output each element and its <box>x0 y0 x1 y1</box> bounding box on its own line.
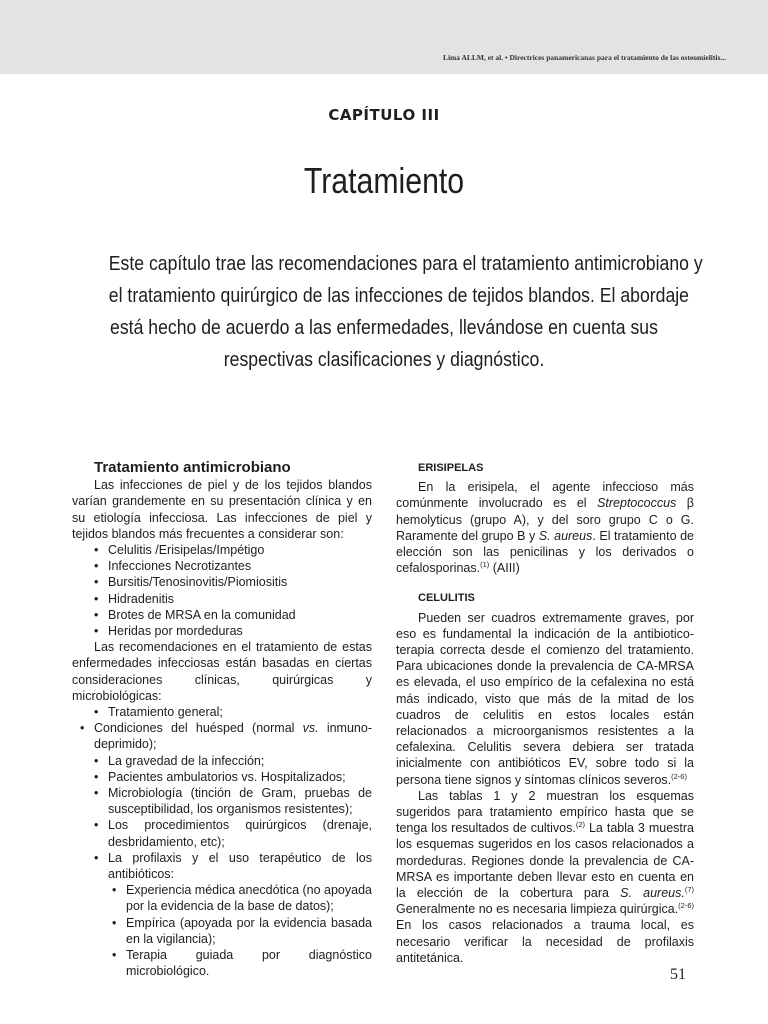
text: . El tratamiento de elección son las penicilinas y los derivados o cefalosporinas. <box>396 528 694 576</box>
right-column <box>396 460 694 966</box>
paragraph-celulitis-tables <box>396 788 694 966</box>
left-column <box>72 460 372 980</box>
list-item-italic: vs. <box>302 721 319 736</box>
list-item: • Heridas por mordeduras <box>72 623 372 639</box>
sublist-item: • Terapia guiada por diagnóstico microbiológico. <box>72 947 372 979</box>
list-item: • Tratamiento general; <box>72 704 372 720</box>
paragraph: Las infecciones de piel y de los tejidos blandos varían grandemente en su presentación clínica y en su etiología infecciosa. Las infecciones de piel y tejidos blandos más frecuentes a considerar son: <box>72 478 372 541</box>
text: Las tablas 1 y 2 muestran los esquemas sugeridos para tratamiento empírico hasta que se tenga los resultados de cultivos. <box>396 788 694 836</box>
sublist-item: • Experiencia médica anecdótica (no apoyada por la evidencia de la base de datos); <box>72 882 372 914</box>
beta-symbol: β <box>686 496 694 511</box>
text: Pueden ser cuadros extremamente graves, por eso es fundamental la indicación de la antibiotico-terapia correcta desde el comienzo del tratamiento. Para ubicaciones donde la prevalencia de CA-MRSA es elevada, el uso empírico de la cefalexina no está más indicado, visto que más de la mitad de los cuadros de celulitis en estos locales están relacionados a microorganismos resistentes a la cefalexina. Celulitis severa debiera ser tratada inicialmente con antibióticos EV, sobre todo si la persona tiene signos y síntomas clínicos severos. <box>396 610 694 787</box>
list-item: • Bursitis/Tenosinovitis/Piomiositis <box>72 574 372 590</box>
antibiotic-sublist <box>72 882 372 979</box>
intro-line: el tratamiento quirúrgico de las infecciones de tejidos blandos. El abordaje <box>108 284 689 307</box>
species-name: Streptococcus <box>597 496 677 511</box>
reference: (1) <box>480 560 490 570</box>
intro-line: respectivas clasificaciones y diagnóstico. <box>223 348 545 371</box>
considerations-list <box>72 704 372 882</box>
list-item: • La gravedad de la infección; <box>72 753 372 769</box>
paragraph: Las recomendaciones en el tratamiento de estas enfermedades infecciosas están basadas en ciertas consideraciones clínicas, quirúrgicas y microbiológicas: <box>72 640 372 703</box>
reference: (7) <box>684 884 694 894</box>
evidence-grade: (AIII) <box>489 561 520 576</box>
reference: (2-6) <box>671 771 687 781</box>
spacer <box>396 576 694 590</box>
section-heading-erisipelas: ERISIPELAS <box>418 462 484 474</box>
text: hemolyticus (grupo A), y del soro grupo C o G. Raramente del grupo B y <box>396 512 694 543</box>
intro-line: está hecho de acuerdo a las enfermedades, llevándose en cuenta sus <box>110 316 658 339</box>
list-item-text: inmuno-deprimido); <box>94 721 372 752</box>
chapter-label: CAPÍTULO III <box>328 106 440 124</box>
sublist-item: • Empírica (apoyada por la evidencia basada en la vigilancia); <box>72 915 372 947</box>
list-item: • Infecciones Necrotizantes <box>72 558 372 574</box>
header-band <box>0 0 768 74</box>
list-item: • La profilaxis y el uso terapéutico de los antibióticos: <box>72 850 372 882</box>
text: En los casos relacionados a trauma local, es necesario verificar la necesidad de profilaxis antitetánica. <box>396 918 694 965</box>
page-number: 51 <box>670 966 686 983</box>
paragraph-celulitis <box>396 610 694 788</box>
section-heading-celulitis: CELULITIS <box>418 592 475 605</box>
reference: (2) <box>575 820 586 830</box>
list-item: • Microbiología (tinción de Gram, pruebas de susceptibilidad, los organismos resistentes); <box>72 785 372 817</box>
reference: (2-6) <box>678 901 694 911</box>
list-item-text: Condiciones del huésped (normal <box>94 721 303 736</box>
species-name: S. aureus <box>538 528 593 543</box>
species-name: S. aureus. <box>620 886 685 901</box>
running-head: Lima ALLM, et al. • Directrices panamericanas para el tratamiento de las osteomielitis... <box>442 53 726 62</box>
text: Generalmente no es necesaria limpieza quirúrgica. <box>396 902 679 917</box>
section-heading-antimicrobial: Tratamiento antimicrobiano <box>94 459 291 476</box>
list-item: • Pacientes ambulatorios vs. Hospitalizados; <box>72 769 372 785</box>
list-item: • Celulitis /Erisipelas/Impétigo <box>72 542 372 558</box>
list-item: • Los procedimientos quirúrgicos (drenaje, desbridamiento, etc); <box>72 817 372 849</box>
list-item: • Hidradenitis <box>72 591 372 607</box>
intro-line: Este capítulo trae las recomendaciones para el tratamiento antimicrobiano y <box>108 252 703 275</box>
infection-list <box>72 542 372 639</box>
chapter-intro <box>64 248 704 376</box>
list-item <box>58 720 372 752</box>
chapter-title: Tratamiento <box>303 160 465 201</box>
paragraph-erisipelas <box>396 479 694 576</box>
text: En la erisipela, el agente infeccioso más comúnmente involucrado es el <box>396 480 694 511</box>
text: La tabla 3 muestra los esquemas sugeridos en los casos relacionados a mordeduras. Regiones donde la prevalencia de CA-MRSA es importante deben llevar esto en cuenta en la elección de la cobertura para <box>396 821 694 901</box>
list-item: • Brotes de MRSA en la comunidad <box>72 607 372 623</box>
